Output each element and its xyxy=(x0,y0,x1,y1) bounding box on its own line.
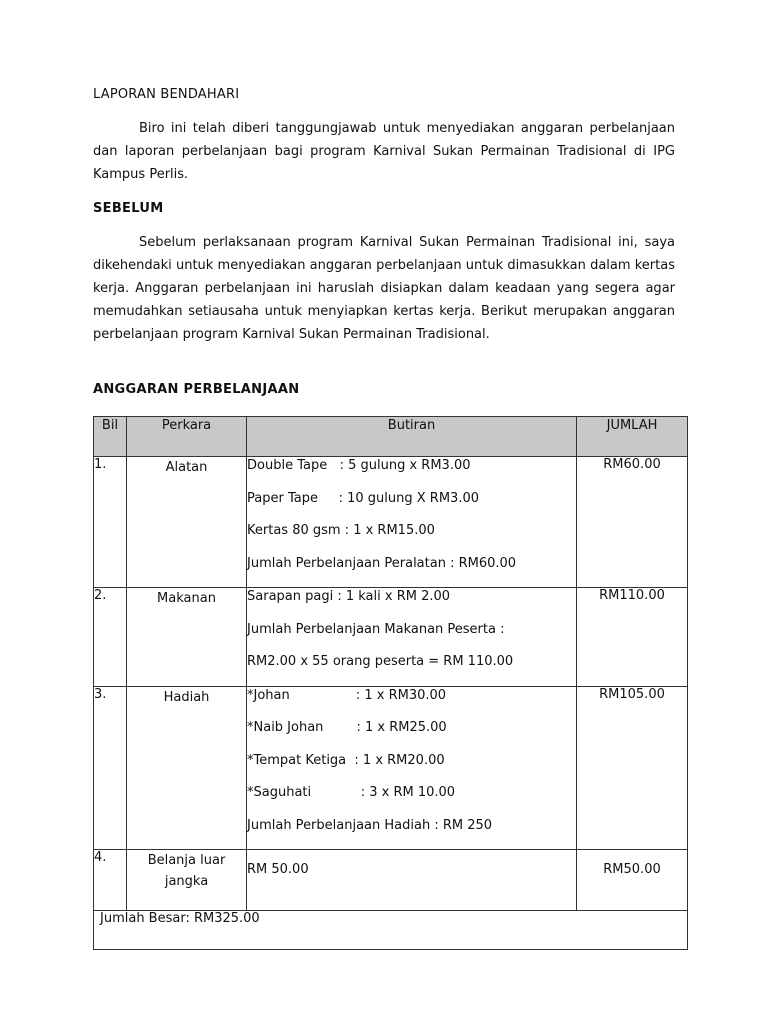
row-butiran xyxy=(247,850,577,911)
butiran-line: Double Tape : 5 gulung x RM3.00 xyxy=(247,458,471,473)
document-title: LAPORAN BENDAHARI xyxy=(93,87,240,102)
row-perkara: Hadiah xyxy=(127,686,247,850)
table-row xyxy=(94,850,688,911)
grand-total: Jumlah Besar: RM325.00 xyxy=(94,911,688,950)
butiran-line: Jumlah Perbelanjaan Makanan Peserta : xyxy=(247,621,505,637)
table-header-row xyxy=(94,417,688,457)
header-bil: Bil xyxy=(94,417,127,457)
table-row xyxy=(94,686,688,850)
butiran-line: *Johan : 1 x RM30.00 xyxy=(247,687,447,703)
butiran-line: Kertas 80 gsm : 1 x RM15.00 xyxy=(247,523,435,538)
table-row xyxy=(94,588,688,687)
row-bil: 2. xyxy=(94,588,127,687)
row-perkara: Belanja luar jangka xyxy=(127,850,247,911)
section-heading-anggaran: ANGGARAN PERBELANJAAN xyxy=(93,382,300,397)
butiran-line: *Saguhati : 3 x RM 10.00 xyxy=(247,785,456,800)
header-jumlah: JUMLAH xyxy=(577,417,688,457)
row-jumlah: RM110.00 xyxy=(577,588,688,687)
row-butiran xyxy=(247,457,577,588)
butiran-line: RM2.00 x 55 orang peserta = RM 110.00 xyxy=(247,654,514,669)
butiran-line: *Naib Johan : 1 x RM25.00 xyxy=(247,720,447,735)
header-perkara: Perkara xyxy=(127,417,247,457)
butiran-line: Paper Tape : 10 gulung X RM3.00 xyxy=(247,490,480,506)
butiran-line: Jumlah Perbelanjaan Hadiah : RM 250 xyxy=(247,817,493,833)
row-butiran xyxy=(247,588,577,687)
butiran-line: *Tempat Ketiga : 1 x RM20.00 xyxy=(247,752,445,768)
row-bil: 1. xyxy=(94,457,127,588)
row-bil: 3. xyxy=(94,686,127,850)
table-total-row xyxy=(94,911,688,950)
row-bil: 4. xyxy=(94,850,127,911)
row-jumlah: RM50.00 xyxy=(577,850,688,911)
before-paragraph: Sebelum perlaksanaan program Karnival Sukan Permainan Tradisional ini, saya dikehendaki untuk menyediakan anggaran perbelanjaan untuk dimasukkan dalam kertas kerja. Anggaran perbelanjaan ini haruslah disiapkan dalam keadaan yang segera agar memudahkan setiausaha untuk menyiapkan kertas kerja. Berikut merupakan anggaran perbelanjaan program Karnival Sukan Permainan Tradisional. xyxy=(93,235,675,342)
budget-table xyxy=(93,416,688,950)
section-heading-sebelum: SEBELUM xyxy=(93,201,164,216)
butiran-line: Sarapan pagi : 1 kali x RM 2.00 xyxy=(247,589,451,604)
row-butiran xyxy=(247,686,577,850)
header-butiran: Butiran xyxy=(247,417,577,457)
row-jumlah: RM60.00 xyxy=(577,457,688,588)
row-perkara: Makanan xyxy=(127,588,247,687)
row-jumlah: RM105.00 xyxy=(577,686,688,850)
row-perkara: Alatan xyxy=(127,457,247,588)
intro-paragraph: Biro ini telah diberi tanggungjawab untuk menyediakan anggaran perbelanjaan dan laporan perbelanjaan bagi program Karnival Sukan Permainan Tradisional di IPG Kampus Perlis. xyxy=(93,121,675,182)
table-row xyxy=(94,457,688,588)
butiran-line: Jumlah Perbelanjaan Peralatan : RM60.00 xyxy=(247,555,517,571)
butiran-line: RM 50.00 xyxy=(247,862,309,877)
